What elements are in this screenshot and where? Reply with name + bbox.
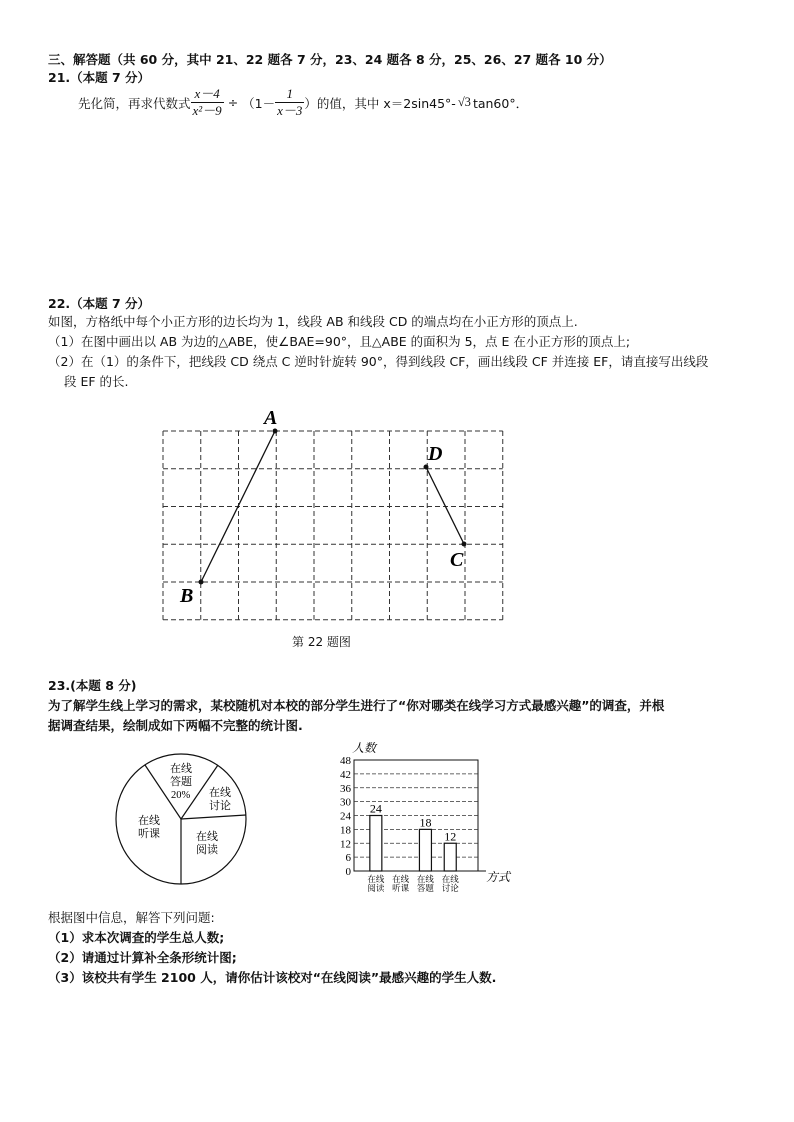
bar-ytick: 30	[340, 796, 351, 809]
point-b	[199, 580, 204, 585]
bar-ytick: 42	[340, 768, 351, 781]
q23-intro-2: 据调查结果，绘制成如下两幅不完整的统计图.	[48, 718, 303, 733]
bar-ylabel: 人数	[352, 741, 377, 755]
label-c: C	[450, 549, 464, 571]
bar-xtick-line1: 在线	[392, 874, 410, 884]
q22-part2a: （2）在（1）的条件下，把线段 CD 绕点 C 逆时针旋转 90°，得到线段 CF，画出线段 CF 并连接 EF，请直接写出线段	[48, 354, 709, 369]
bar-xtick-line2: 听课	[392, 883, 410, 893]
point-a	[273, 429, 278, 434]
q22-part1: （1）在图中画出以 AB 为边的△ABE，使∠BAE=90°，且△ABE 的面积为 5，点 E 在小正方形的顶点上;	[48, 334, 631, 349]
bar-chart	[330, 738, 530, 898]
bar-ytick: 6	[345, 852, 351, 865]
bar-ytick: 18	[340, 824, 351, 837]
bar-value-label: 18	[419, 815, 432, 830]
q21-fraction-1: $\frac{x-4}{\text{x²－9}}$	[192, 86, 222, 118]
bar-xtick-line2: 阅读	[367, 883, 385, 893]
bar-3	[444, 843, 456, 871]
bar-2	[419, 829, 431, 871]
bar-ytick: 24	[340, 810, 351, 823]
pie-label-discuss-1: 在线	[209, 787, 231, 799]
pie-label-listen-1: 在线	[138, 815, 160, 827]
pie-label-answer-2: 答题	[170, 776, 192, 788]
bar-ytick: 48	[340, 755, 351, 767]
q22-intro: 如图，方格纸中每个小正方形的边长均为 1，线段 AB 和线段 CD 的端点均在小正方形的顶点上.	[48, 314, 578, 329]
bar-value-label: 24	[369, 801, 382, 816]
q21-prompt: 先化简，再求代数式	[78, 95, 191, 111]
q22-caption: 第 22 题图	[292, 635, 351, 649]
q22-title: 22.（本题 7 分）	[48, 296, 151, 311]
sqrt3: √3	[457, 95, 471, 109]
segment-cd	[426, 467, 464, 544]
bar-ytick: 36	[340, 782, 351, 795]
pie-label-read-1: 在线	[196, 831, 218, 843]
q21-expression: 先化简，再求代数式 $\frac{x-4}{\text{x²－9}}$ ÷ （1－ $\frac{1}{x-3}$ ）的值，其中 x＝2sin45°- √3 tan60°．	[78, 86, 529, 118]
q22-part2b: 段 EF 的长.	[64, 374, 129, 389]
q23-questions-intro: 根据图中信息，解答下列问题:	[48, 910, 215, 925]
point-c	[462, 542, 467, 547]
bar-0	[370, 816, 382, 872]
pie-label-discuss-2: 讨论	[209, 800, 231, 812]
pie-label-answer-1: 在线	[170, 763, 192, 775]
pie-label-answer-pct: 20%	[171, 790, 191, 801]
bar-xtick-line1: 在线	[416, 874, 434, 884]
q21-fraction-2: $\frac{1}{x-3}$	[277, 86, 303, 118]
q23-question-2: （2）请通过计算补全条形统计图;	[48, 950, 237, 965]
q23-question-1: （1）求本次调查的学生总人数;	[48, 930, 225, 945]
pie-chart	[110, 752, 260, 892]
bar-xtick-line2: 答题	[416, 883, 434, 893]
q22-grid-figure	[150, 400, 520, 630]
q23-title: 23.(本题 8 分)	[48, 678, 137, 693]
bar-xtick-line1: 在线	[367, 874, 385, 884]
pie-label-listen-2: 听课	[138, 828, 160, 840]
bar-xtick-line1: 在线	[441, 874, 459, 884]
label-b: B	[180, 585, 194, 607]
q21-title: 21.（本题 7 分）	[48, 70, 151, 85]
q23-intro-1: 为了解学生线上学习的需求，某校随机对本校的部分学生进行了“你对哪类在线学习方式最感兴趣”的调查，并根	[48, 698, 665, 713]
label-a: A	[264, 407, 278, 429]
bar-xlabel: 方式	[486, 870, 511, 884]
bar-ytick: 0	[345, 866, 351, 878]
bar-value-label: 12	[444, 829, 457, 844]
q23-question-3: （3）该校共有学生 2100 人，请你估计该校对“在线阅读”最感兴趣的学生人数.	[48, 970, 497, 985]
bar-ytick: 12	[340, 838, 351, 851]
label-d: D	[428, 443, 443, 465]
point-d	[424, 465, 429, 470]
pie-label-read-2: 阅读	[196, 844, 218, 856]
bar-xtick-line2: 讨论	[441, 883, 459, 893]
section-heading: 三、解答题（共 60 分，其中 21、22 题各 7 分，23、24 题各 8 分，25、26、27 题各 10 分）	[48, 52, 612, 67]
